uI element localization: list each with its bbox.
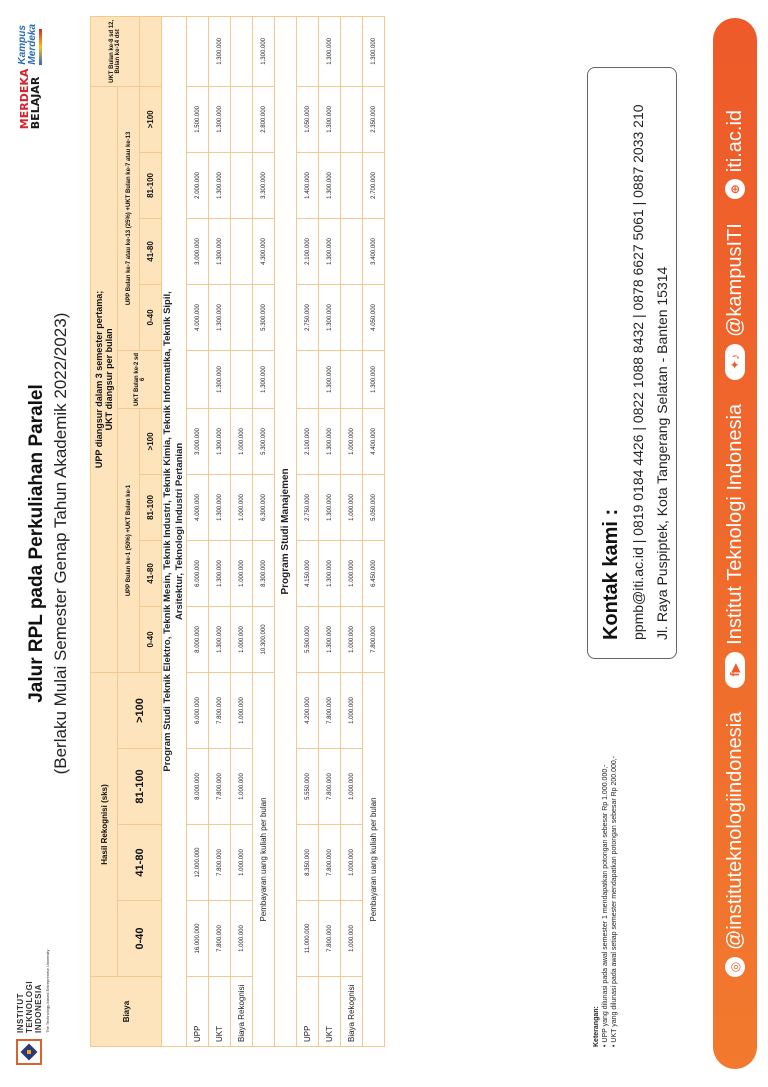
cell bbox=[341, 86, 363, 152]
cell: 1.300.000 bbox=[209, 350, 231, 408]
sub-range-gt-100: >100 bbox=[140, 408, 162, 474]
cell: 8.350.000 bbox=[297, 825, 319, 901]
cell bbox=[341, 284, 363, 350]
sub2-range-41-80: 41-80 bbox=[140, 218, 162, 284]
cell: 3.300.000 bbox=[253, 152, 275, 218]
cell: 2.100.000 bbox=[297, 408, 319, 474]
sub2-range-gt-100: >100 bbox=[140, 86, 162, 152]
cell bbox=[341, 16, 363, 86]
page-title: Jalur RPL pada Perkuliahan Paralel bbox=[26, 384, 47, 703]
cell: 1.300.000 bbox=[253, 350, 275, 408]
cell: 5.300.000 bbox=[253, 408, 275, 474]
contact-box bbox=[587, 67, 677, 659]
mk-kampus: Kampus bbox=[17, 25, 28, 65]
cell: 1.000.000 bbox=[341, 540, 363, 606]
cell: 7.800.000 bbox=[319, 901, 341, 977]
cell: 4.000.000 bbox=[187, 474, 209, 540]
row-label: UKT bbox=[319, 977, 341, 1047]
table-row bbox=[341, 16, 363, 1046]
section-manajemen-name: Program Studi Manajemen bbox=[275, 16, 297, 1046]
row-label: UPP bbox=[297, 977, 319, 1047]
cell: 1.000.000 bbox=[231, 606, 253, 672]
contact-address: Jl. Raya Puspiptek, Kota Tangerang Selatan - Banten 15314 bbox=[654, 266, 670, 640]
cell: 7.800.000 bbox=[209, 825, 231, 901]
sub2-range-81-100: 81-100 bbox=[140, 152, 162, 218]
cell bbox=[231, 86, 253, 152]
contact-line[interactable]: ppmb@iti.ac.id | 0819 0184 4426 | 0822 1088 8432 | 0878 6627 5061 | 0887 2033 210 bbox=[630, 104, 646, 640]
cell: 1.400.000 bbox=[297, 152, 319, 218]
cell: 1.300.000 bbox=[363, 16, 385, 86]
cell: 1.300.000 bbox=[319, 350, 341, 408]
section-teknik bbox=[162, 16, 187, 1046]
iti-logo-tagline: The Technology-based Entrepreneur University bbox=[45, 949, 50, 1033]
table-row bbox=[319, 16, 341, 1046]
cell: 7.800.000 bbox=[319, 825, 341, 901]
cell: 16.000.000 bbox=[187, 901, 209, 977]
cell: 8.000.000 bbox=[187, 606, 209, 672]
cell: 3.400.000 bbox=[363, 218, 385, 284]
sub-range-81-100: 81-100 bbox=[140, 474, 162, 540]
cell: 1.300.000 bbox=[209, 152, 231, 218]
cell: 1.300.000 bbox=[319, 86, 341, 152]
cell bbox=[187, 350, 209, 408]
cell: 2.750.000 bbox=[297, 474, 319, 540]
range-81-100: 81-100 bbox=[118, 749, 162, 825]
cell: 4.050.000 bbox=[363, 284, 385, 350]
twitter-tiktok-icon: ✦♪ bbox=[725, 344, 745, 380]
website[interactable]: iti.ac.id bbox=[723, 109, 746, 173]
sub-range-41-80: 41-80 bbox=[140, 540, 162, 606]
payment-row bbox=[253, 16, 275, 1046]
cell bbox=[231, 284, 253, 350]
cell: 8.300.000 bbox=[253, 540, 275, 606]
cell: 5.300.000 bbox=[253, 284, 275, 350]
cell bbox=[341, 350, 363, 408]
notes: Keterangan: • UPP yang dilunasi pada awal semester 1 mendapatkan potongan sebesar Rp 1.000.000,- • UKT yang dilunasi pada awal setiap semester mendapatkan potongan sebesar Rp 200.000,- bbox=[593, 755, 618, 1047]
cell: 1.300.000 bbox=[209, 606, 231, 672]
cell: 3.000.000 bbox=[187, 408, 209, 474]
header-hasil-rekognisi: Hasil Rekognisi (sks) bbox=[91, 672, 118, 976]
notes-title: Keterangan: bbox=[593, 1006, 600, 1047]
facebook-youtube-icon: f▶ bbox=[725, 652, 745, 688]
sub2-range-0-40: 0-40 bbox=[140, 284, 162, 350]
cell: 1.000.000 bbox=[231, 749, 253, 825]
sub-range-0-40: 0-40 bbox=[140, 606, 162, 672]
cell bbox=[231, 350, 253, 408]
cell: 1.300.000 bbox=[319, 540, 341, 606]
cell: 7.800.000 bbox=[209, 672, 231, 748]
payment-label: Pembayaran uang kuliah per bulan bbox=[363, 672, 385, 1046]
page-subtitle: (Berlaku Mulai Semester Genap Tahun Akademik 2022/2023) bbox=[51, 312, 70, 775]
cell: 1.000.000 bbox=[231, 825, 253, 901]
cell: 7.800.000 bbox=[209, 901, 231, 977]
header-upp-bulan7: UPP Bulan ke-7 atau ke-13 (25%) +UKT Bulan ke-7 atau ke-13 bbox=[118, 86, 140, 350]
cell: 6.300.000 bbox=[253, 474, 275, 540]
instagram-handle[interactable]: @instituteknologiindonesia bbox=[723, 711, 746, 951]
iti-logo-line3: INDONESIA bbox=[34, 984, 43, 1033]
globe-icon: ⊕ bbox=[725, 179, 745, 199]
twitter-handle[interactable]: @kampusITI bbox=[723, 223, 746, 337]
cell: 1.300.000 bbox=[209, 284, 231, 350]
cell: 1.300.000 bbox=[209, 408, 231, 474]
row-label: UPP bbox=[187, 977, 209, 1047]
cell: 6.000.000 bbox=[187, 540, 209, 606]
cell: 1.000.000 bbox=[341, 825, 363, 901]
cell: 1.000.000 bbox=[341, 408, 363, 474]
cell: 1.300.000 bbox=[319, 606, 341, 672]
cell bbox=[297, 350, 319, 408]
cell: 1.050.000 bbox=[297, 86, 319, 152]
cell: 5.500.000 bbox=[297, 606, 319, 672]
cell: 1.300.000 bbox=[319, 16, 341, 86]
cell: 1.000.000 bbox=[341, 672, 363, 748]
fee-table bbox=[90, 19, 385, 1047]
cell: 1.300.000 bbox=[319, 284, 341, 350]
mk-merdeka2: Merdeka bbox=[27, 24, 38, 65]
cell: 1.300.000 bbox=[209, 540, 231, 606]
cell: 3.000.000 bbox=[187, 218, 209, 284]
header-upp-diangsur: UPP diangsur dalam 3 semester pertama; bbox=[94, 290, 104, 469]
cell: 7.800.000 bbox=[363, 606, 385, 672]
cell: 1.000.000 bbox=[341, 606, 363, 672]
iti-logo-line1: INSTITUT bbox=[16, 993, 25, 1033]
cell: 1.300.000 bbox=[319, 474, 341, 540]
table-row bbox=[209, 16, 231, 1046]
cell bbox=[341, 218, 363, 284]
cell: 1.300.000 bbox=[319, 408, 341, 474]
cell: 1.000.000 bbox=[231, 540, 253, 606]
row-label: UKT bbox=[209, 977, 231, 1047]
cell: 2.100.000 bbox=[297, 218, 319, 284]
cell: 1.000.000 bbox=[231, 672, 253, 748]
cell: 4.400.000 bbox=[363, 408, 385, 474]
cell: 4.150.000 bbox=[297, 540, 319, 606]
cell: 1.300.000 bbox=[209, 86, 231, 152]
cell: 4.300.000 bbox=[253, 218, 275, 284]
cell: 2.350.000 bbox=[363, 86, 385, 152]
cell: 1.300.000 bbox=[363, 350, 385, 408]
instagram-icon: ◎ bbox=[725, 957, 745, 977]
cell: 4.000.000 bbox=[187, 284, 209, 350]
cell: 4.200.000 bbox=[297, 672, 319, 748]
cell bbox=[297, 16, 319, 86]
cell: 1.300.000 bbox=[319, 218, 341, 284]
payment-label: Pembayaran uang kuliah per bulan bbox=[253, 672, 275, 1046]
cell: 7.800.000 bbox=[319, 672, 341, 748]
range-41-80: 41-80 bbox=[118, 825, 162, 901]
cell: 2.750.000 bbox=[297, 284, 319, 350]
cell: 7.800.000 bbox=[209, 749, 231, 825]
cell: 1.300.000 bbox=[319, 152, 341, 218]
cell: 2.700.000 bbox=[363, 152, 385, 218]
cell: 12.000.000 bbox=[187, 825, 209, 901]
cell: 7.800.000 bbox=[319, 749, 341, 825]
row-label: Biaya Rekognisi bbox=[231, 977, 253, 1047]
cell: 1.000.000 bbox=[231, 474, 253, 540]
cell: 5.050.000 bbox=[363, 474, 385, 540]
cell: 1.000.000 bbox=[231, 901, 253, 977]
social-footer bbox=[713, 18, 757, 1069]
mk-merdeka: MERDEKA bbox=[18, 68, 31, 130]
section-teknik-name: Program Studi Teknik Elektro, Teknik Mesin, Teknik Industri, Teknik Kimia, Teknik Informatika, Teknik Sipil, bbox=[162, 291, 173, 772]
cell bbox=[231, 16, 253, 86]
header-ukt-bulan8: UKT Bulan ke-8 sd 12, Bulan ke-14 dst bbox=[91, 16, 140, 86]
payment-row bbox=[363, 16, 385, 1046]
cell: 1.500.000 bbox=[187, 86, 209, 152]
note-item: UKT yang dilunasi pada awal setiap semester mendapatkan potongan sebesar Rp 200.000,- bbox=[611, 755, 618, 1043]
cell: 1.000.000 bbox=[341, 901, 363, 977]
section-teknik-name2: Arsitektur, Teknologi Industri Pertanian bbox=[174, 442, 185, 621]
header-upp-bulan1: UPP Bulan ke-1 (50%) +UKT Bulan ke-1 bbox=[118, 408, 140, 672]
cell bbox=[187, 16, 209, 86]
cell: 1.000.000 bbox=[341, 474, 363, 540]
mk-belajar: BELAJAR bbox=[29, 76, 42, 130]
table-row bbox=[297, 16, 319, 1046]
cell bbox=[231, 152, 253, 218]
row-label: Biaya Rekognisi bbox=[341, 977, 363, 1047]
cell: 1.000.000 bbox=[341, 749, 363, 825]
table-row bbox=[231, 16, 253, 1046]
cell: 6.450.000 bbox=[363, 540, 385, 606]
range-0-40: 0-40 bbox=[118, 901, 162, 977]
cell: 8.000.000 bbox=[187, 749, 209, 825]
cell: 2.800.000 bbox=[253, 86, 275, 152]
range-gt-100: >100 bbox=[118, 672, 162, 748]
iti-logo-line2: TEKNOLOGI bbox=[25, 980, 34, 1033]
cell: 2.000.000 bbox=[187, 152, 209, 218]
facebook-page[interactable]: Institut Teknologi Indonesia bbox=[723, 403, 746, 645]
cell bbox=[231, 218, 253, 284]
header-ukt-bulan2: UKT Bulan ke-2 sd 6 bbox=[118, 350, 162, 408]
cell: 5.550.000 bbox=[297, 749, 319, 825]
cell: 1.000.000 bbox=[231, 408, 253, 474]
contact-heading: Kontak kami : bbox=[600, 508, 622, 640]
cell bbox=[341, 152, 363, 218]
cell: 10.300.000 bbox=[253, 606, 275, 672]
cell: 1.300.000 bbox=[209, 218, 231, 284]
table-row bbox=[187, 16, 209, 1046]
cell: 6.000.000 bbox=[187, 672, 209, 748]
cell: 1.300.000 bbox=[209, 16, 231, 86]
header-biaya: Biaya bbox=[91, 977, 162, 1047]
header-ukt-diangsur: UKT diangsur per bulan bbox=[104, 328, 114, 431]
cell: 1.300.000 bbox=[209, 474, 231, 540]
cell: 11.000.000 bbox=[297, 901, 319, 977]
note-item: UPP yang dilunasi pada awal semester 1 mendapatkan potongan sebesar Rp 1.000.000,- bbox=[602, 764, 609, 1043]
cell: 1.300.000 bbox=[253, 16, 275, 86]
